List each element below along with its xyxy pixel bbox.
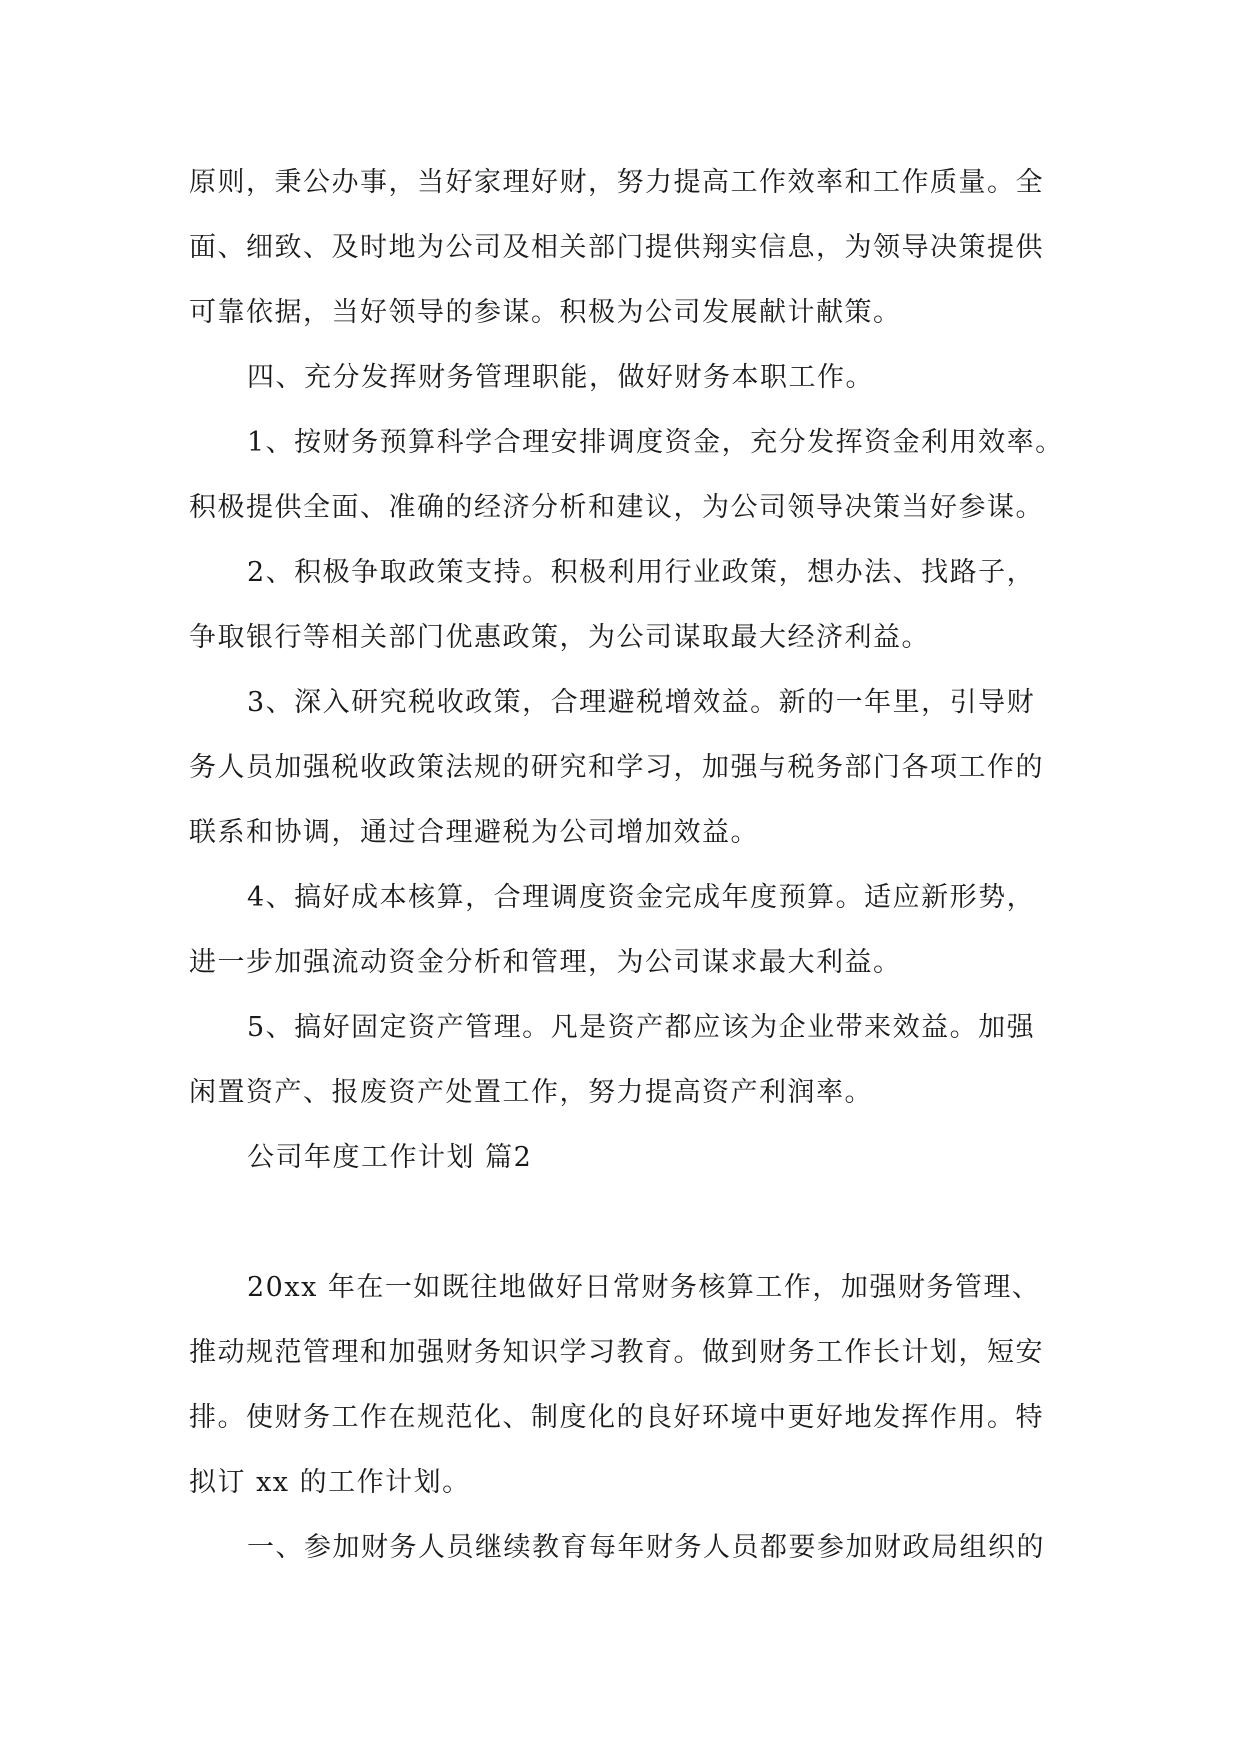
text-line: 联系和协调，通过合理避税为公司增加效益。 [189,817,759,848]
section-heading: 四、充分发挥财务管理职能，做好财务本职工作。 [247,362,874,393]
text-line: 务人员加强税收政策法规的研究和学习，加强与税务部门各项工作的 [189,752,1044,783]
text-line: 3、深入研究税收政策，合理避税增效益。新的一年里，引导财 [247,687,1036,718]
text-line: 原则，秉公办事，当好家理好财，努力提高工作效率和工作质量。全 [189,167,1044,198]
text-line: 推动规范管理和加强财务知识学习教育。做到财务工作长计划，短安 [189,1337,1044,1368]
text-line: 闲置资产、报废资产处置工作，努力提高资产利润率。 [189,1077,873,1108]
text-line: 4、搞好成本核算，合理调度资金完成年度预算。适应新形势， [247,882,1036,913]
text-line: 可靠依据，当好领导的参谋。积极为公司发展献计献策。 [189,297,902,328]
text-line: 2、积极争取政策支持。积极利用行业政策，想办法、找路子， [247,557,1036,588]
text-line: 5、搞好固定资产管理。凡是资产都应该为企业带来效益。加强 [247,1012,1036,1043]
text-line: 20xx 年在一如既往地做好日常财务核算工作，加强财务管理、 [247,1272,1041,1303]
text-line: 1、按财务预算科学合理安排调度资金，充分发挥资金利用效率。 [247,427,1064,458]
text-line: 面、细致、及时地为公司及相关部门提供翔实信息，为领导决策提供 [189,232,1044,263]
text-line: 进一步加强流动资金分析和管理，为公司谋求最大利益。 [189,947,902,978]
section-title: 公司年度工作计划 篇2 [247,1142,533,1173]
text-line: 积极提供全面、准确的经济分析和建议，为公司领导决策当好参谋。 [189,492,1044,523]
text-line: 拟订 xx 的工作计划。 [189,1467,471,1498]
text-line: 一、参加财务人员继续教育每年财务人员都要参加财政局组织的 [247,1532,1045,1563]
text-line: 争取银行等相关部门优惠政策，为公司谋取最大经济利益。 [189,622,930,653]
blank-line [189,1190,1069,1255]
document-body [189,150,1069,1580]
text-line: 排。使财务工作在规范化、制度化的良好环境中更好地发挥作用。特 [189,1402,1044,1433]
